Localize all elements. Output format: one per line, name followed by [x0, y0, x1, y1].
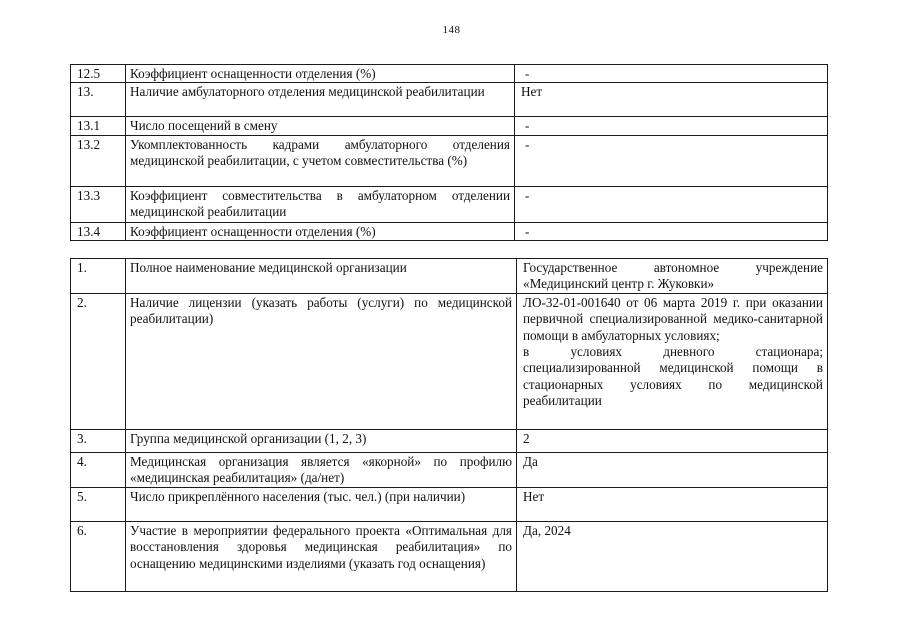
row-label: Полное наименование медицинской организации — [126, 259, 517, 294]
row-label: Коэффициент оснащенности отделения (%) — [126, 65, 515, 83]
table-row — [71, 521, 828, 591]
table-row — [71, 83, 828, 117]
table-row — [71, 117, 828, 135]
row-label: Участие в мероприятии федерального проекта «Оптимальная для восстановления здоровья медицинская реабилитация» по оснащению медицинскими изделиями (указать год оснащения) — [126, 521, 517, 591]
row-label: Медицинская организация является «якорной» по профилю «медицинская реабилитация» (да/нет) — [126, 452, 517, 487]
row-label: Коэффициент совместительства в амбулаторном отделении медицинской реабилитации — [126, 186, 515, 222]
row-value: - — [515, 65, 828, 83]
row-number: 6. — [71, 521, 126, 591]
row-value: Нет — [515, 83, 828, 117]
row-label: Укомплектованность кадрами амбулаторного отделения медицинской реабилитации, с учетом совместительства (%) — [126, 135, 515, 186]
row-value: Да — [517, 452, 828, 487]
table-row — [71, 186, 828, 222]
row-number: 3. — [71, 429, 126, 452]
table-row — [71, 429, 828, 452]
row-number: 4. — [71, 452, 126, 487]
table-row — [71, 222, 828, 240]
row-number: 12.5 — [71, 65, 126, 83]
row-label: Наличие амбулаторного отделения медицинской реабилитации — [126, 83, 515, 117]
row-value: - — [515, 117, 828, 135]
table-row — [71, 487, 828, 521]
row-number: 13.4 — [71, 222, 126, 240]
table-row — [71, 293, 828, 429]
table-row — [71, 452, 828, 487]
row-number: 5. — [71, 487, 126, 521]
row-number: 13.2 — [71, 135, 126, 186]
row-label: Число посещений в смену — [126, 117, 515, 135]
row-value: ЛО-32-01-001640 от 06 марта 2019 г. при оказании первичной специализированной медико-санитарной помощи в амбулаторных условиях; в условиях дневного стационара; специализированной медицинской помощи в стационарных условиях по медицинской реабилитации — [517, 293, 828, 429]
row-value: 2 — [517, 429, 828, 452]
table-row — [71, 65, 828, 83]
row-number: 13.1 — [71, 117, 126, 135]
row-label: Группа медицинской организации (1, 2, 3) — [126, 429, 517, 452]
row-number: 13. — [71, 83, 126, 117]
row-label: Коэффициент оснащенности отделения (%) — [126, 222, 515, 240]
row-value: Нет — [517, 487, 828, 521]
organization-table — [70, 258, 828, 592]
row-value: - — [515, 222, 828, 240]
row-number: 2. — [71, 293, 126, 429]
row-value: - — [515, 186, 828, 222]
row-value: Государственное автономное учреждение «Медицинский центр г. Жуковки» — [517, 259, 828, 294]
indicators-table — [70, 64, 828, 241]
row-number: 13.3 — [71, 186, 126, 222]
table-row — [71, 259, 828, 294]
row-label: Число прикреплённого населения (тыс. чел.) (при наличии) — [126, 487, 517, 521]
page-number: 148 — [442, 24, 461, 36]
row-value: - — [515, 135, 828, 186]
row-value: Да, 2024 — [517, 521, 828, 591]
table-row — [71, 135, 828, 186]
row-label: Наличие лицензии (указать работы (услуги) по медицинской реабилитации) — [126, 293, 517, 429]
row-number: 1. — [71, 259, 126, 294]
